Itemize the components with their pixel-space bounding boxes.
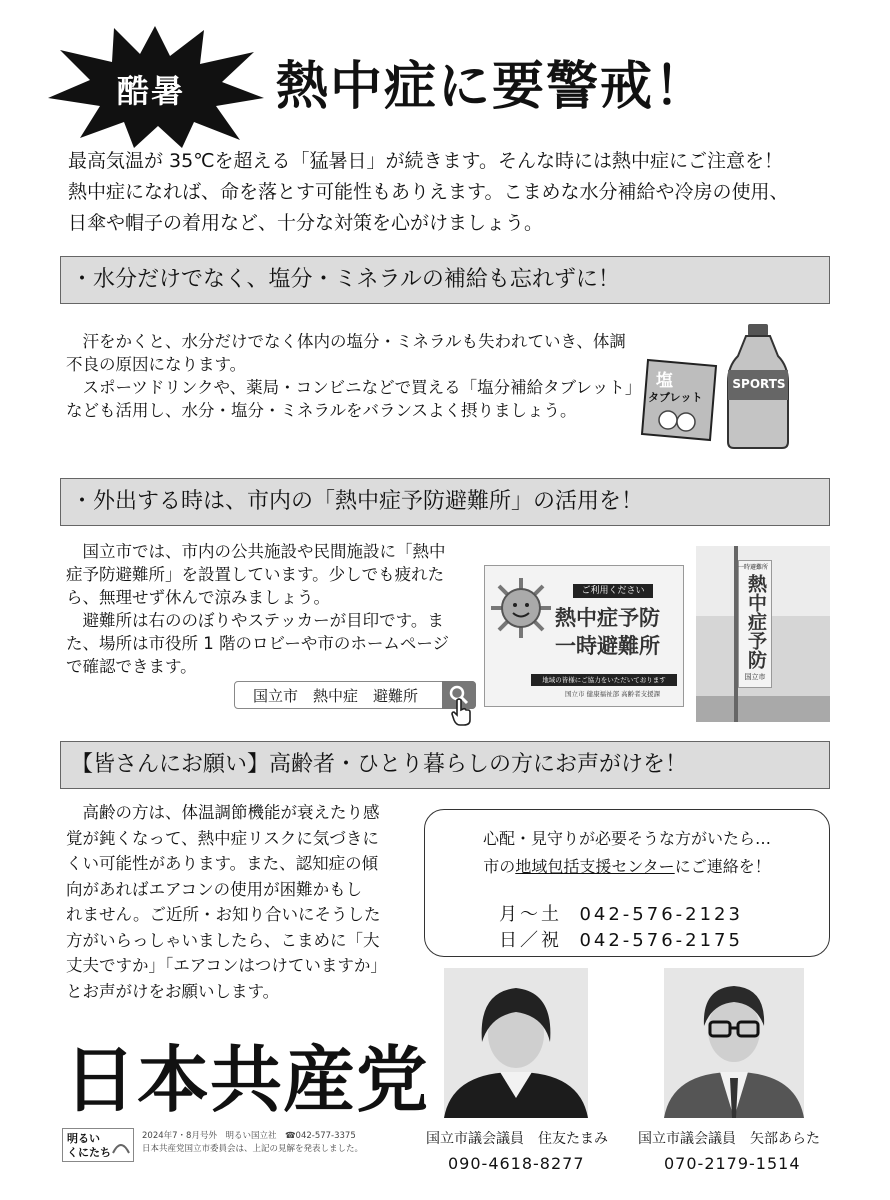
footer-note bbox=[142, 1130, 363, 1156]
support-center-link[interactable]: 地域包括支援センター bbox=[515, 857, 675, 876]
member-phone-sumitomo: 090-4618-8277 bbox=[448, 1154, 585, 1173]
shelter-sticker bbox=[484, 565, 684, 707]
salt-tablet-illustration bbox=[638, 356, 720, 442]
body-line: れません。ご近所・お知り合いにそうした bbox=[66, 905, 381, 924]
section-heading-shelter: ・外出する時は、市内の「熱中症予防避難所」の活用を！ bbox=[60, 478, 830, 526]
banner-footer: 国立市 bbox=[744, 673, 766, 681]
body-line: とお声がけをお願いします。 bbox=[66, 981, 280, 1001]
tablet-label-top: 塩 bbox=[656, 371, 673, 391]
footer-note-line2: 日本共産党国立市委員会は、上記の見解を発表しました。 bbox=[142, 1144, 364, 1154]
intro-line: 熱中症になれば、命を落とす可能性もありえます。こまめな水分補給や冷房の使用、 bbox=[68, 181, 789, 203]
contact-line2 bbox=[425, 854, 829, 877]
sticker-footer: 国立市 健康福祉部 高齢者支援課 bbox=[565, 690, 661, 698]
section-body-hydration bbox=[66, 330, 641, 422]
body-line: 高齢の方は、体温調節機能が衰えたり感 bbox=[66, 803, 380, 822]
search-query: 国立市 熱中症 避難所 bbox=[253, 687, 419, 705]
sticker-line1: 熱中症予防 bbox=[555, 606, 660, 630]
contact-line1: 心配・見守りが必要そうな方がいたら… bbox=[482, 829, 771, 848]
body-line: 国立市では、市内の公共施設や民間施設に「熱中 bbox=[66, 542, 446, 561]
pointer-hand-icon bbox=[450, 698, 472, 726]
burst-badge-text: 酷暑 bbox=[116, 72, 185, 110]
body-line: 方がいらっしゃいましたら、こまめに「大 bbox=[66, 930, 380, 950]
sports-drink-illustration bbox=[722, 322, 794, 450]
holiday-phone-row bbox=[499, 926, 743, 952]
footer-logo-line1: 明るい bbox=[67, 1132, 100, 1145]
body-line: ら、無理せず休んで涼みましょう。 bbox=[66, 588, 330, 607]
person-silhouette-icon bbox=[664, 968, 804, 1118]
body-line: 覚が鈍くなって、熱中症リスクに気づきに bbox=[66, 828, 379, 848]
intro-text bbox=[68, 146, 848, 239]
page-title: 熱中症に要警戒！ bbox=[276, 57, 709, 117]
banner-main: 熱中症予防 bbox=[745, 574, 767, 669]
intro-line: 最高気温が 35℃を超える「猛暑日」が続きます。そんな時には熱中症にご注意を！ bbox=[68, 150, 784, 172]
body-line: た、場所は市役所 1 階のロビーや市のホームページ bbox=[66, 634, 449, 653]
member-photo-sumitomo bbox=[444, 968, 588, 1118]
tablet-label-bottom: タブレット bbox=[648, 391, 703, 404]
body-line: 避難所は右ののぼりやステッカーが目印です。ま bbox=[66, 611, 444, 630]
intro-line: 日傘や帽子の着用など、十分な対策を心がけましょう。 bbox=[68, 212, 544, 234]
section-body-shelter bbox=[66, 540, 449, 678]
body-line: 症予防避難所」を設置しています。少しでも疲れた bbox=[66, 565, 445, 584]
footer-logo bbox=[62, 1128, 134, 1162]
contact-line2-post: にご連絡を！ bbox=[674, 857, 771, 876]
member-label-sumitomo: 国立市議会議員 住友たまみ bbox=[426, 1131, 608, 1147]
shelter-banner-photo bbox=[696, 546, 830, 722]
footer-logo-line2: くにたち bbox=[67, 1146, 111, 1159]
section-heading-elderly: 【皆さんにお願い】高齢者・ひとり暮らしの方にお声がけを！ bbox=[60, 741, 830, 789]
body-line: なども活用し、水分・塩分・ミネラルをバランスよく摂りましょう。 bbox=[66, 401, 577, 420]
banner-top: 一時避難所 bbox=[737, 564, 768, 571]
person-silhouette-icon bbox=[444, 968, 588, 1118]
member-label-yabe: 国立市議会議員 矢部あらた bbox=[638, 1131, 820, 1147]
footer-note-line1: 2024年7・8月号外 明るい国立社 ☎042-577-3375 bbox=[142, 1131, 356, 1141]
body-line: 丈夫ですか」「エアコンはつけていますか」 bbox=[66, 956, 387, 975]
weekday-label: 月～土 bbox=[499, 904, 562, 925]
body-line: スポーツドリンクや、薬局・コンビニなどで買える「塩分補給タブレット」 bbox=[66, 378, 642, 397]
body-line: 汗をかくと、水分だけでなく体内の塩分・ミネラルも失われていき、体調 bbox=[66, 332, 626, 351]
search-box[interactable] bbox=[234, 681, 476, 709]
holiday-phone: 042-576-2175 bbox=[579, 930, 743, 951]
contact-box bbox=[424, 809, 830, 957]
body-line: 向があればエアコンの使用が困難かもし bbox=[66, 879, 363, 899]
member-phone-yabe: 070-2179-1514 bbox=[664, 1154, 801, 1173]
sticker-top: ご利用ください bbox=[573, 584, 653, 598]
body-line: で確認できます。 bbox=[66, 657, 197, 676]
section-heading-hydration: ・水分だけでなく、塩分・ミネラルの補給も忘れずに！ bbox=[60, 256, 830, 304]
section-body-elderly bbox=[66, 800, 387, 1004]
sun-mascot-icon bbox=[489, 576, 553, 640]
party-name: 日本共産党 bbox=[64, 1038, 430, 1122]
body-line: 不良の原因になります。 bbox=[66, 355, 247, 374]
member-photo-yabe bbox=[664, 968, 804, 1118]
footer-logo-mark-icon bbox=[111, 1135, 131, 1155]
sticker-note: 地域の皆様にご協力をいただいております bbox=[531, 674, 677, 686]
bottle-label: SPORTS bbox=[732, 377, 786, 391]
weekday-phone-row bbox=[499, 900, 743, 926]
sticker-line2: 一時避難所 bbox=[555, 634, 660, 658]
contact-line2-pre: 市の bbox=[483, 857, 516, 876]
body-line: くい可能性があります。また、認知症の傾 bbox=[66, 854, 379, 873]
holiday-label: 日／祝 bbox=[499, 930, 562, 951]
weekday-phone: 042-576-2123 bbox=[579, 904, 743, 925]
